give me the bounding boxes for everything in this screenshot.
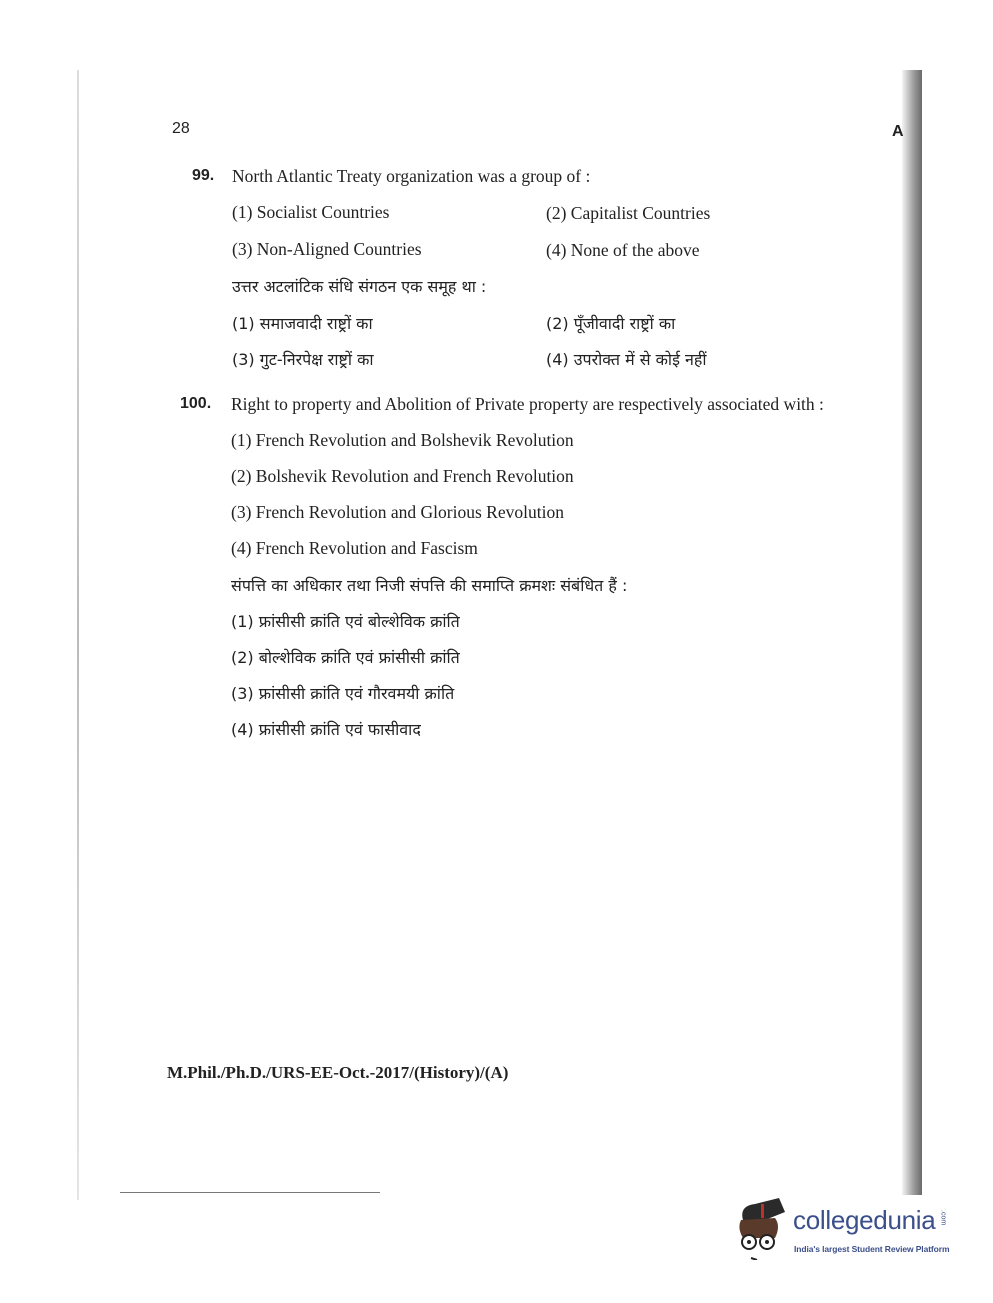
scan-edge-left bbox=[77, 70, 79, 1200]
option-2-en: (2) Bolshevik Revolution and French Revolution bbox=[231, 466, 574, 486]
option-1-en: (1) Socialist Countries bbox=[232, 202, 390, 222]
option-4-hi: (4) फ्रांसीसी क्रांति एवं फासीवाद bbox=[231, 720, 421, 739]
brand-name: collegedunia bbox=[793, 1205, 936, 1235]
brand-wordmark bbox=[793, 1204, 946, 1236]
option-2-hi: (2) पूँजीवादी राष्ट्रों का bbox=[546, 314, 676, 333]
option-3-hi: (3) गुट-निरपेक्ष राष्ट्रों का bbox=[232, 350, 374, 369]
question-number: 100. bbox=[180, 395, 212, 412]
option-1-hi: (1) फ्रांसीसी क्रांति एवं बोल्शेविक क्रांति bbox=[231, 612, 460, 631]
page-number: 28 bbox=[172, 120, 190, 137]
option-3-en: (3) French Revolution and Glorious Revolution bbox=[231, 502, 564, 522]
mascot-icon bbox=[735, 1198, 793, 1260]
option-3-hi: (3) फ्रांसीसी क्रांति एवं गौरवमयी क्रांति bbox=[231, 684, 455, 703]
option-4-hi: (4) उपरोक्त में से कोई नहीं bbox=[546, 350, 707, 369]
question-text-en: Right to property and Abolition of Private property are respectively associated with : bbox=[231, 394, 824, 414]
question-number: 99. bbox=[192, 167, 215, 184]
option-2-en: (2) Capitalist Countries bbox=[546, 203, 711, 223]
option-3-en: (3) Non-Aligned Countries bbox=[232, 239, 422, 259]
option-4-en: (4) None of the above bbox=[546, 240, 700, 260]
exam-code-footer: M.Phil./Ph.D./URS-EE-Oct.-2017/(History)/(A) bbox=[167, 1063, 509, 1082]
option-1-en: (1) French Revolution and Bolshevik Revolution bbox=[231, 430, 574, 450]
scan-line bbox=[120, 1192, 380, 1193]
option-4-en: (4) French Revolution and Fascism bbox=[231, 538, 478, 558]
question-text-hi: उत्तर अटलांटिक संधि संगठन एक समूह था : bbox=[232, 277, 487, 296]
question-text-hi: संपत्ति का अधिकार तथा निजी संपत्ति की समाप्ति क्रमशः संबंधित हैं : bbox=[231, 576, 628, 595]
option-1-hi: (1) समाजवादी राष्ट्रों का bbox=[232, 314, 373, 333]
scan-edge-shadow bbox=[902, 70, 922, 1195]
question-text-en: North Atlantic Treaty organization was a group of : bbox=[232, 166, 591, 186]
collegedunia-watermark bbox=[735, 1198, 990, 1268]
brand-tagline: India's largest Student Review Platform bbox=[794, 1244, 950, 1254]
set-code: A bbox=[892, 123, 904, 140]
brand-suffix: .com bbox=[939, 1210, 947, 1226]
option-2-hi: (2) बोल्शेविक क्रांति एवं फ्रांसीसी क्रांति bbox=[231, 648, 460, 667]
